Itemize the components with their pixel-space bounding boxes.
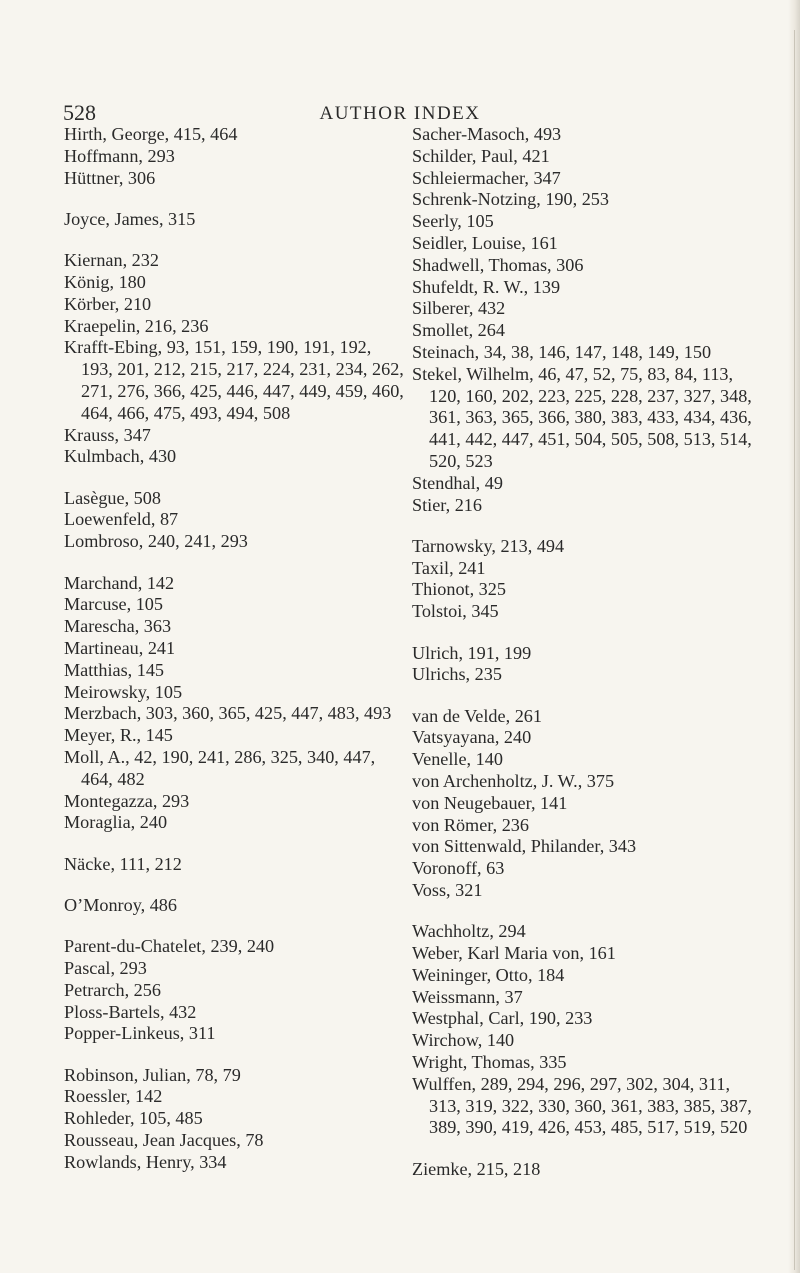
index-entry: Lasègue, 508 [64,487,161,508]
index-entry: von Sittenwald, Philander, 343 [412,836,637,857]
index-entry: Weininger, Otto, 184 [412,964,565,985]
index-entry: Weber, Karl Maria von, 161 [412,943,616,964]
index-entry: Lombroso, 240, 241, 293 [64,531,248,552]
index-entry: Sacher-Masoch, 493 [412,124,562,144]
index-entry: Tolstoi, 345 [412,601,499,622]
index-entry: Wulffen, 289, 294, 296, 297, 302, 304, 311, 313, 319, 322, 330, 360, 361, 383, 385, 387, 389, 390, 419, 426, 453, 485, 517, 519, 520 [412,1073,752,1138]
index-entry: Voss, 321 [412,880,483,900]
index-entry: Körber, 210 [64,293,152,314]
index-entry: Marchand, 142 [64,572,175,593]
index-entry: Montegazza, 293 [64,790,190,811]
index-group [64,854,404,876]
index-entry: Schrenk-Notzing, 190, 253 [412,189,609,210]
index-group [64,124,404,189]
index-entry: Krauss, 347 [64,424,151,445]
index-group [64,209,404,231]
index-entry: Meyer, R., 145 [64,725,173,746]
index-entry: Wirchow, 140 [412,1030,515,1051]
index-group [64,573,404,835]
left-column [64,124,404,1193]
index-group [412,921,752,1139]
running-head: AUTHOR INDEX [319,103,481,124]
index-entry: Parent-du-Chatelet, 239, 240 [64,936,275,957]
index-entry: Voronoff, 63 [412,858,505,879]
index-entry: Petrarch, 256 [64,979,161,1000]
index-entry: Seerly, 105 [412,211,494,232]
index-entry: Tarnowsky, 213, 494 [412,535,565,556]
index-entry: Stekel, Wilhelm, 46, 47, 52, 75, 83, 84, 113, 120, 160, 202, 223, 225, 228, 237, 327, 348, 361, 363, 365, 366, 380, 383, 433, 434, 436, 441, 442, 447, 451, 504, 505, 508, 513, 514, 520, 523 [412,363,752,471]
index-entry: Meirowsky, 105 [64,681,183,702]
index-group [64,936,404,1045]
index-entry: Pascal, 293 [64,958,147,978]
index-entry: Roessler, 142 [64,1086,163,1107]
index-entry: Kraepelin, 216, 236 [64,315,209,336]
index-group [64,250,404,468]
index-entry: Stier, 216 [412,494,482,515]
index-entry: Hirth, George, 415, 464 [64,124,238,144]
index-entry: Wachholtz, 294 [412,921,526,942]
index-entry: Marcuse, 105 [64,594,163,615]
index-entry: Seidler, Louise, 161 [412,232,558,253]
index-group [64,1065,404,1174]
index-entry: Schilder, Paul, 421 [412,145,550,166]
index-entry: Marescha, 363 [64,616,172,637]
index-group [412,643,752,687]
index-entry: Hoffmann, 293 [64,145,175,166]
index-entry: Ploss-Bartels, 432 [64,1001,197,1022]
index-entry: Moraglia, 240 [64,812,168,833]
index-entry: Ziemke, 215, 218 [412,1158,541,1179]
index-entry: Vatsyayana, 240 [412,727,532,748]
index-entry: Robinson, Julian, 78, 79 [64,1064,241,1085]
index-entry: Matthias, 145 [64,659,165,680]
index-entry: Rowlands, Henry, 334 [64,1151,227,1172]
index-entry: Hüttner, 306 [64,167,156,188]
index-entry: Weissmann, 37 [412,986,523,1007]
index-entry: Thionot, 325 [412,579,506,600]
index-entry: Wright, Thomas, 335 [412,1052,567,1073]
index-entry: Kulmbach, 430 [64,446,177,467]
index-entry: von Neugebauer, 141 [412,792,568,813]
page-number: 528 [63,100,96,125]
index-entry: von Archenholtz, J. W., 375 [412,771,615,792]
index-entry: Ulrich, 191, 199 [412,642,532,663]
index-group [64,895,404,917]
index-entry: Rohleder, 105, 485 [64,1108,203,1129]
index-entry: König, 180 [64,271,146,292]
index-entry: Silberer, 432 [412,298,506,319]
index-entry: von Römer, 236 [412,814,529,835]
index-entry: Krafft-Ebing, 93, 151, 159, 190, 191, 192, 193, 201, 212, 215, 217, 224, 231, 234, 262, 271, 276, 366, 425, 446, 447, 449, 459, 460, 464, 466, 475, 493, 494, 508 [64,337,404,423]
index-entry: Näcke, 111, 212 [64,853,182,874]
index-entry: Kiernan, 232 [64,250,159,271]
index-entry: Merzbach, 303, 360, 365, 425, 447, 483, 493 [64,703,392,724]
index-entry: Stendhal, 49 [412,472,503,493]
index-entry: Steinach, 34, 38, 146, 147, 148, 149, 150 [412,341,712,362]
index-entry: Shufeldt, R. W., 139 [412,276,561,297]
index-entry: Shadwell, Thomas, 306 [412,254,584,275]
index-entry: Popper-Linkeus, 311 [64,1023,216,1044]
index-entry: Loewenfeld, 87 [64,509,179,530]
index-entry: Martineau, 241 [64,637,176,658]
index-entry: O’Monroy, 486 [64,894,177,915]
index-group [412,124,752,516]
index-entry: Venelle, 140 [412,749,503,770]
index-entry: Smollet, 264 [412,320,505,341]
index-entry: Taxil, 241 [412,557,486,578]
index-group [412,1159,752,1181]
index-entry: Rousseau, Jean Jacques, 78 [64,1130,264,1151]
index-entry: Westphal, Carl, 190, 233 [412,1008,593,1029]
right-column [412,124,752,1200]
index-entry: Moll, A., 42, 190, 241, 286, 325, 340, 447, 464, 482 [64,746,376,789]
index-group [64,488,404,553]
index-group [412,536,752,623]
page-edge-line [794,30,795,1270]
index-entry: Ulrichs, 235 [412,664,502,685]
index-entry: van de Velde, 261 [412,705,542,726]
index-entry: Schleiermacher, 347 [412,167,561,188]
index-group [412,706,752,902]
index-entry: Joyce, James, 315 [64,208,196,229]
